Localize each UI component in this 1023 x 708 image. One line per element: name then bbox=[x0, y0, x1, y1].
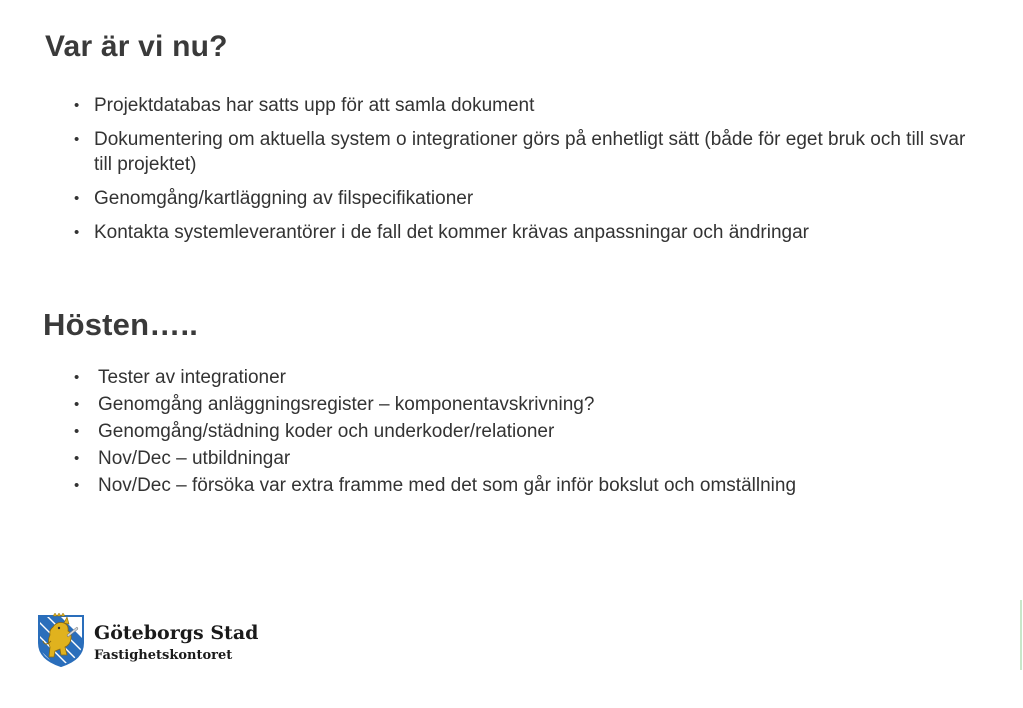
list-item-text: Genomgång anläggningsregister – komponentavskrivning? bbox=[98, 394, 595, 415]
autumn-bullet-list bbox=[74, 364, 974, 499]
bullet-icon: • bbox=[74, 477, 80, 494]
goteborgs-stad-logo bbox=[37, 613, 297, 669]
bullet-icon: • bbox=[74, 450, 80, 467]
list-item-text: Dokumentering om aktuella system o integrationer görs på enhetligt sätt (både för eget bruk och till svar till projektet) bbox=[94, 129, 966, 175]
list-item-text: Tester av integrationer bbox=[98, 367, 286, 388]
list-item bbox=[74, 93, 974, 118]
list-item-text: Nov/Dec – försöka var extra framme med det som går inför bokslut och omställning bbox=[98, 475, 797, 496]
status-bullet-list bbox=[74, 93, 974, 254]
list-item bbox=[74, 391, 974, 418]
goteborg-coat-of-arms-icon bbox=[37, 613, 85, 667]
list-item bbox=[74, 445, 974, 472]
list-item-text: Kontakta systemleverantörer i de fall det kommer krävas anpassningar och ändringar bbox=[94, 222, 809, 243]
list-item bbox=[74, 364, 974, 391]
bullet-icon: • bbox=[74, 131, 80, 148]
list-item-text: Projektdatabas har satts upp för att samla dokument bbox=[94, 95, 535, 116]
edge-divider bbox=[1020, 600, 1022, 670]
list-item-text: Nov/Dec – utbildningar bbox=[98, 448, 291, 469]
bullet-icon: • bbox=[74, 396, 80, 413]
list-item bbox=[74, 418, 974, 445]
logo-city-name: Göteborgs Stad bbox=[94, 622, 259, 644]
bullet-icon: • bbox=[74, 369, 80, 386]
list-item-text: Genomgång/städning koder och underkoder/relationer bbox=[98, 421, 555, 442]
list-item bbox=[74, 220, 974, 245]
bullet-icon: • bbox=[74, 190, 80, 207]
bullet-icon: • bbox=[74, 97, 80, 114]
logo-department-name: Fastighetskontoret bbox=[94, 648, 233, 663]
list-item bbox=[74, 127, 974, 177]
section-title-autumn: Hösten….. bbox=[43, 307, 199, 342]
list-item bbox=[74, 186, 974, 211]
bullet-icon: • bbox=[74, 224, 80, 241]
list-item bbox=[74, 472, 974, 499]
section-title-status: Var är vi nu? bbox=[45, 30, 228, 63]
bullet-icon: • bbox=[74, 423, 80, 440]
list-item-text: Genomgång/kartläggning av filspecifikationer bbox=[94, 188, 474, 209]
